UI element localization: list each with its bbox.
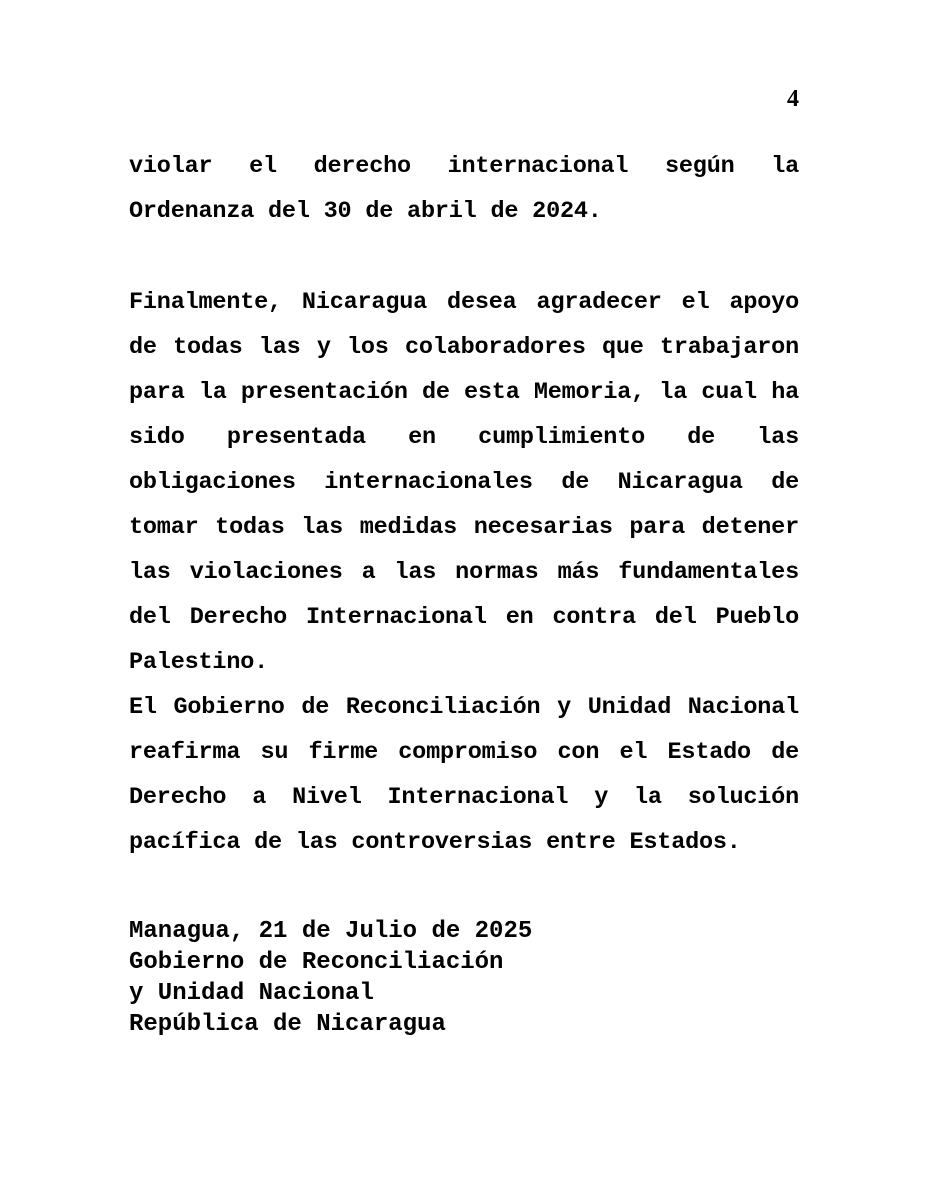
paragraph-ordenanza: violar el derecho internacional según la Ordenanza del 30 de abril de 2024. bbox=[129, 153, 799, 225]
signature-line-2: y Unidad Nacional bbox=[129, 980, 374, 1007]
signature-block bbox=[129, 916, 532, 1040]
page-number: 4 bbox=[787, 86, 799, 112]
paragraph-compromiso: El Gobierno de Reconciliación y Unidad Nacional reafirma su firme compromiso con el Estado de Derecho a Nivel Internacional y la solución pacífica de las controversias entre Estados. bbox=[129, 694, 799, 856]
signature-place-date: Managua, 21 de Julio de 2025 bbox=[129, 918, 533, 945]
signature-line-3: República de Nicaragua bbox=[129, 1011, 446, 1038]
paragraph-agradecimiento: Finalmente, Nicaragua desea agradecer el apoyo de todas las y los colaboradores que trabajaron para la presentación de esta Memoria, la cual ha sido presentada en cumplimiento de las obligaciones internacionales de Nicaragua de tomar todas las medidas necesarias para detener las violaciones a las normas más fundamentales del Derecho Internacional en contra del Pueblo Palestino. bbox=[129, 289, 799, 676]
signature-line-1: Gobierno de Reconciliación bbox=[129, 949, 504, 976]
